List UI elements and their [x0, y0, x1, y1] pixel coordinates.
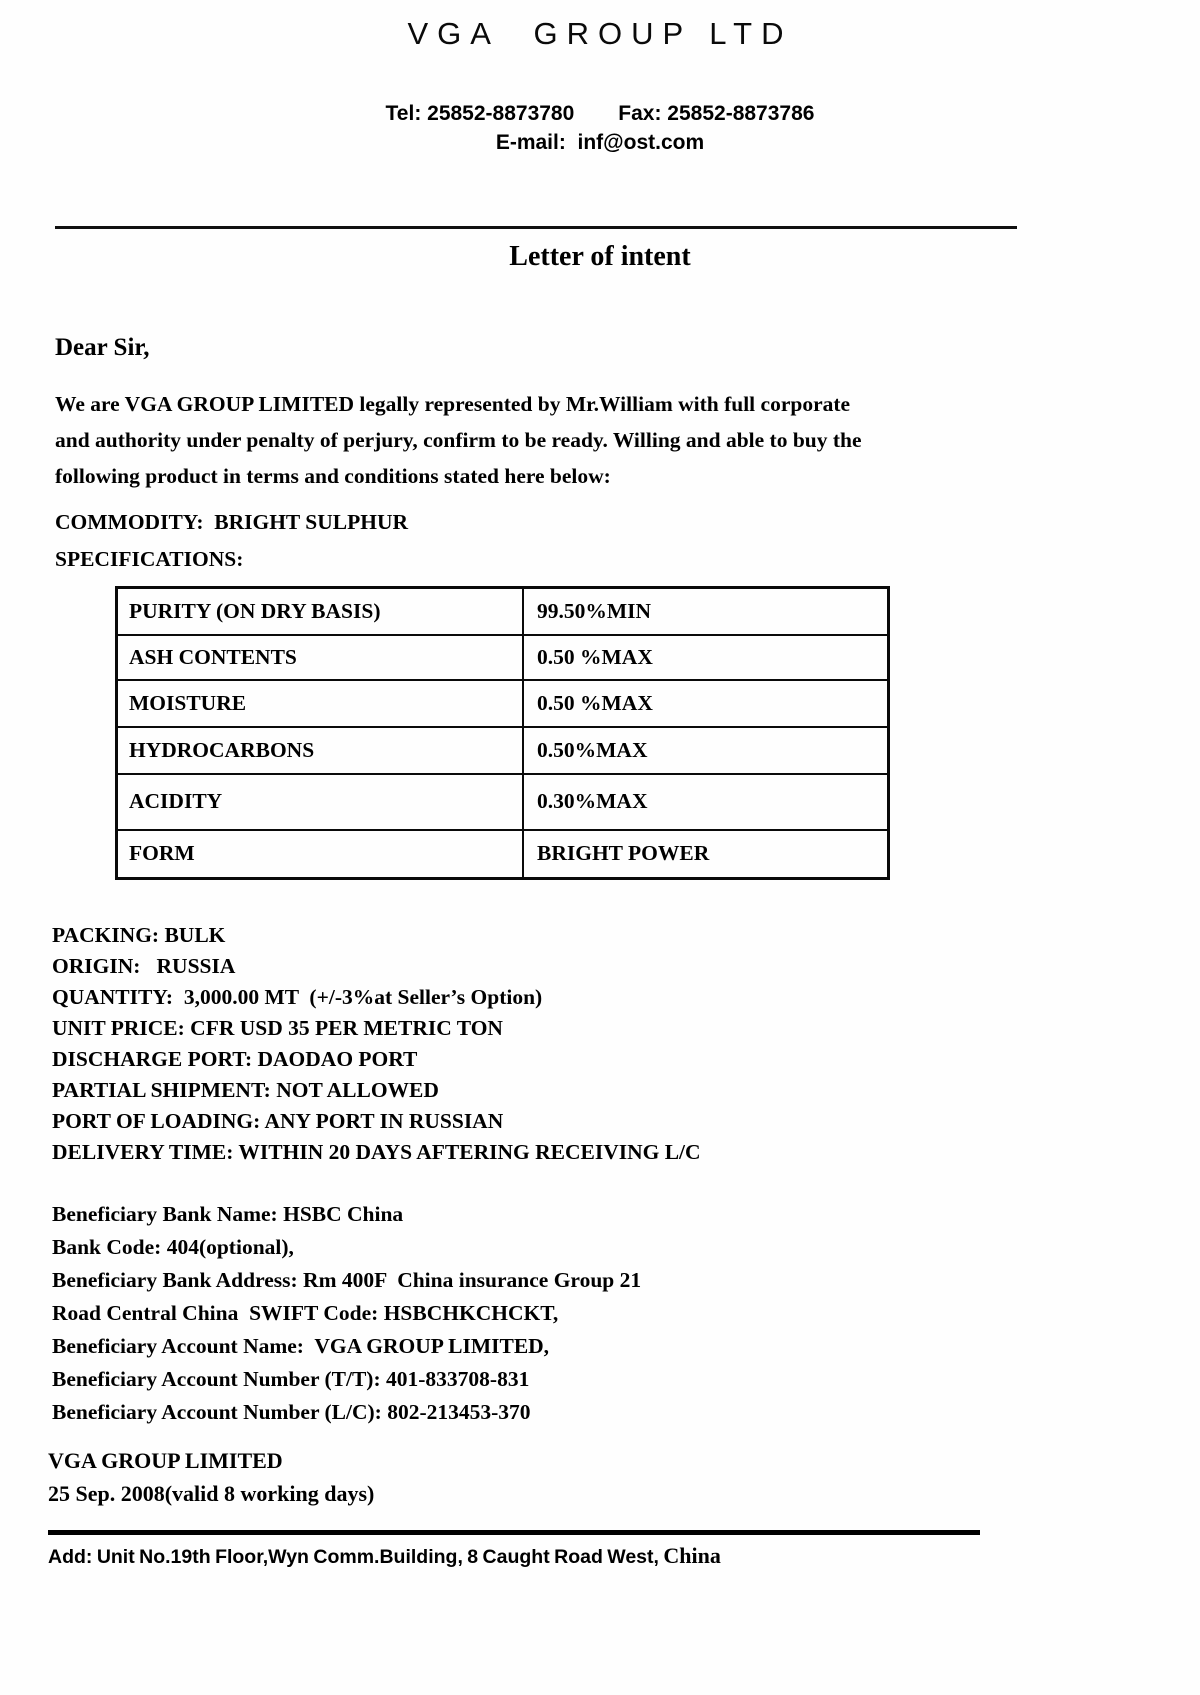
- specifications-label: SPECIFICATIONS:: [55, 547, 244, 571]
- tel-number: Tel: 25852-8873780: [385, 102, 575, 125]
- spec-value-cell: 0.50%MAX: [523, 727, 889, 774]
- footer-divider-line: [48, 1530, 980, 1535]
- spec-name-cell: PURITY (ON DRY BASIS): [117, 588, 524, 635]
- intro-line: following product in terms and conditions stated here below:: [55, 464, 611, 488]
- term-line: DISCHARGE PORT: DAODAO PORT: [52, 1047, 418, 1071]
- bank-line: Bank Code: 404(optional),: [52, 1235, 294, 1259]
- spec-value-cell: BRIGHT POWER: [523, 830, 889, 879]
- table-row: [117, 680, 889, 727]
- bank-details-block: [52, 1198, 641, 1429]
- footer-address: [48, 1543, 721, 1569]
- term-line: PACKING: BULK: [52, 923, 226, 947]
- spec-name-cell: MOISTURE: [117, 680, 524, 727]
- spec-table: [115, 586, 890, 880]
- email-address: E-mail: inf@ost.com: [495, 131, 705, 154]
- table-row: [117, 830, 889, 879]
- bank-line: Beneficiary Bank Address: Rm 400F China insurance Group 21: [52, 1268, 642, 1292]
- term-line: QUANTITY: 3,000.00 MT (+/-3%at Seller’s Option): [52, 985, 543, 1009]
- bank-line: Road Central China SWIFT Code: HSBCHKCHCKT,: [52, 1301, 559, 1325]
- header-divider-line: [55, 226, 1017, 229]
- table-row: [117, 774, 889, 830]
- spec-value-cell: 0.50 %MAX: [523, 680, 889, 727]
- trade-terms-block: [52, 920, 701, 1168]
- signature-block: [48, 1444, 374, 1510]
- spec-name-cell: HYDROCARBONS: [117, 727, 524, 774]
- term-line: PORT OF LOADING: ANY PORT IN RUSSIAN: [52, 1109, 504, 1133]
- company-logo: VGA GROUP LTD: [407, 16, 793, 51]
- bank-line: Beneficiary Account Number (L/C): 802-213453-370: [52, 1400, 531, 1424]
- spec-value-cell: 0.30%MAX: [523, 774, 889, 830]
- table-row: [117, 727, 889, 774]
- fax-number: Fax: 25852-8873786: [618, 102, 815, 125]
- commodity-line: COMMODITY: BRIGHT SULPHUR: [55, 510, 408, 534]
- spec-value-cell: 0.50 %MAX: [523, 635, 889, 680]
- term-line: ORIGIN: RUSSIA: [52, 954, 236, 978]
- spec-value-cell: 99.50%MIN: [523, 588, 889, 635]
- bank-line: Beneficiary Account Name: VGA GROUP LIMITED,: [52, 1334, 550, 1358]
- spec-name-cell: FORM: [117, 830, 524, 879]
- intro-line: and authority under penalty of perjury, confirm to be ready. Willing and able to buy the: [55, 428, 862, 452]
- footer-address-country: China: [663, 1543, 721, 1568]
- bank-line: Beneficiary Account Number (T/T): 401-833708-831: [52, 1367, 530, 1391]
- table-row: [117, 588, 889, 635]
- intro-line: We are VGA GROUP LIMITED legally represented by Mr.William with full corporate: [55, 392, 851, 416]
- spec-name-cell: ASH CONTENTS: [117, 635, 524, 680]
- term-line: UNIT PRICE: CFR USD 35 PER METRIC TON: [52, 1016, 503, 1040]
- signature-date: 25 Sep. 2008(valid 8 working days): [48, 1481, 375, 1506]
- footer-address-main: Add: Unit No.19th Floor,Wyn Comm.Building, 8 Caught Road West,: [48, 1546, 664, 1568]
- salutation: Dear Sir,: [55, 334, 150, 361]
- page-title: Letter of intent: [509, 241, 691, 272]
- signature-company: VGA GROUP LIMITED: [48, 1448, 283, 1473]
- bank-line: Beneficiary Bank Name: HSBC China: [52, 1202, 404, 1226]
- spec-name-cell: ACIDITY: [117, 774, 524, 830]
- contact-row: [0, 102, 1200, 126]
- intro-paragraph: [55, 386, 1055, 494]
- term-line: PARTIAL SHIPMENT: NOT ALLOWED: [52, 1078, 439, 1102]
- term-line: DELIVERY TIME: WITHIN 20 DAYS AFTERING RECEIVING L/C: [52, 1140, 701, 1164]
- table-row: [117, 635, 889, 680]
